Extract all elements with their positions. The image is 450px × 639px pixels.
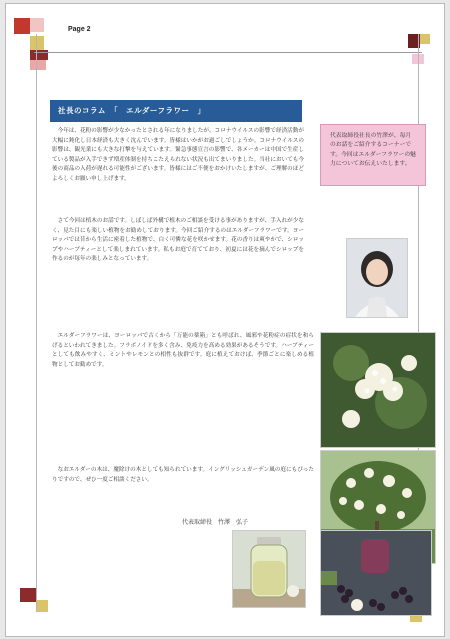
elderberries-icon [321,531,431,615]
left-margin-rule [36,34,37,612]
deco-square-top-left-red [14,18,30,34]
intro-sidebox: 代表取締役社長の竹澤が、毎月のお話をご紹介するコーナーです。今回はエルダーフラワーの魅力についてお伝えいたします。 [320,124,426,186]
column-title: 社長のコラム 「 エルダーフラワー 」 [50,100,302,122]
deco-square-top-left-gold [30,36,44,50]
page-number: Page 2 [68,26,91,33]
deco-square-bottom-left-maroon [20,588,36,602]
portrait-photo [346,238,408,318]
bottle-photo [232,530,306,608]
paragraph-text: エルダーフラワーは、ヨーロッパで古くから「万能の薬箱」とも呼ばれ、風邪や花粉症の症状を和らげるといわれてきました。フラボノイドを多く含み、免疫力を高める効果があるそうです。ハーブティーとしても飲みやすく、ミントやレモンとの相性も抜群です。庭に植えておけば、季節ごとに楽しめる植物としてお勧めです。 [52,333,314,368]
column-paragraph-1 [52,127,304,185]
newsletter-page [5,3,445,637]
paragraph-text: なおエルダーの木は、魔除けの木としても知られています。イングリッシュガーデン風の庭にもぴったりですので、ぜひ一度ご相談ください。 [52,467,314,483]
deco-square-bottom-left-gold [36,600,48,612]
berries-photo [320,530,432,616]
deco-square-top-right-gold [420,34,430,44]
deco-square-top-left-rose [30,60,46,70]
header-rule [34,52,422,53]
deco-square-top-left-pink [30,18,44,32]
column-paragraph-3 [52,332,314,370]
paragraph-text: さて今回は植木のお話です。しばしば外構で植木のご相談を受ける事がありますが、手入れが少なく、見た目にも楽しい植物をお勧めしております。今回ご紹介するのはエルダーフラワーです。ヨーロッパでは昔から生活に密着した植物で、白く可憐な花を咲かせます。花の香りは爽やかで、シロップやハーブティーとして楽しまれています。私もお庭で育てており、初夏には花を摘んでシロップを作るのが毎年の楽しみとなっています。 [52,218,304,263]
column-paragraph-2 [52,217,304,265]
portrait-icon [347,239,407,317]
elderflower-icon [321,333,435,447]
column-paragraph-4 [52,466,314,485]
flower-photo [320,332,436,448]
paragraph-text: 今年は、花粉の影響が少なかったとされる年になりましたが、コロナウイルスの影響で経済活動が大幅に鈍化し日本経済も大きく沈んでいます。皆様はいかがお過ごしでしょうか。コロナウイルスの影響は、観光業にも大きな打撃を与えています。緊急事態宣言の影響で、各メーカーは中国で生産している製品が入手できず増産体制を持ちこたえられない状況も出てまいりました。当社においても今後の商品の入荷が遅れる可能性がございます。皆様にはご不便をおかけいたしますが、ご理解のほどよろしくお願い申し上げます。 [52,128,304,182]
author-signature: 代表取締役 竹澤 弘子 [182,519,249,526]
syrup-bottle-icon [233,531,305,607]
